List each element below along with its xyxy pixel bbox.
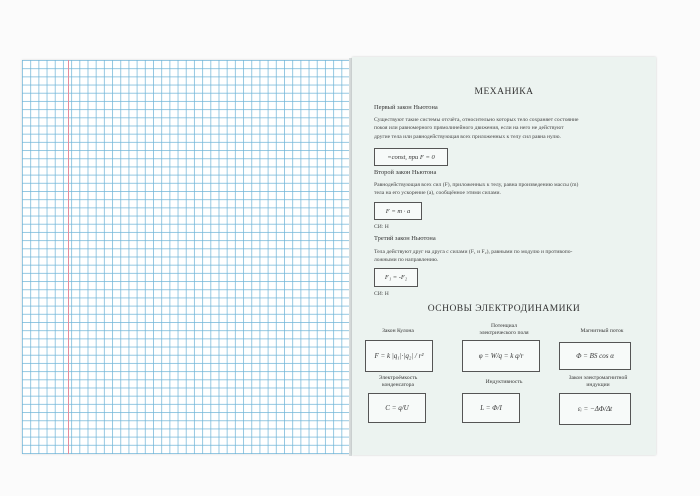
mechanics-title: МЕХАНИКА — [474, 87, 534, 97]
magflux-label: Магнитный поток — [580, 328, 624, 334]
emf-label-line: индукции — [586, 382, 610, 388]
emf-formula — [559, 393, 631, 425]
inductance-formula-text: L = Φ/I — [480, 404, 502, 412]
grid-page — [22, 60, 350, 454]
potential-label — [452, 323, 556, 337]
law1-text-line: Существуют такие системы отсчёта, относительно которых тело сохраняет состояние — [374, 117, 579, 123]
reference-page — [352, 57, 656, 455]
potential-label-line: Потенциал — [491, 323, 517, 329]
capacity-label — [362, 375, 434, 389]
law1-text-line: покоя или равномерного прямолинейного движения, если на него не действуют — [374, 125, 564, 132]
magflux-formula — [559, 342, 631, 370]
law3-formula-text: F₁ = -F₂ — [384, 274, 408, 281]
law3-text-line: Тела действуют друг на друга с силами (F₁ и F₂), равными по модулю и противопо- — [374, 249, 573, 255]
law2-si: СИ: Н — [374, 224, 389, 230]
inductance-formula — [462, 393, 520, 423]
law3-text-line: ложными по направлению. — [374, 257, 439, 264]
coulomb-formula — [365, 340, 433, 372]
coulomb-label: Закон Кулона — [382, 328, 414, 334]
law3-formula — [374, 268, 418, 287]
law2-formula — [374, 202, 422, 220]
potential-label-line: электрического поля — [479, 330, 529, 336]
coulomb-formula-text: F = k |q₁|·|q₂| / r² — [374, 352, 424, 360]
electro-title: ОСНОВЫ ЭЛЕКТРОДИНАМИКИ — [427, 304, 581, 314]
law2-text — [374, 181, 646, 198]
law3-si: СИ: Н — [374, 291, 389, 297]
law1-formula-text: =const, при F = 0 — [387, 153, 435, 161]
law3-title: Третий закон Ньютона — [374, 235, 436, 242]
capacity-label-line: конденсатора — [382, 382, 414, 388]
law1-text-line: другие тела или равнодействующая всех приложенных к телу сил равна нулю. — [374, 133, 561, 140]
law1-title: Первый закон Ньютона — [374, 104, 438, 111]
law1-text — [374, 116, 644, 141]
capacity-label-line: Электроёмкость — [378, 375, 418, 381]
emf-label — [548, 375, 648, 389]
law3-text — [374, 248, 646, 265]
potential-formula — [462, 340, 540, 372]
margin-line — [68, 60, 69, 454]
law2-title: Второй закон Ньютона — [374, 169, 437, 176]
emf-label-line: Закон электромагнитной — [568, 375, 628, 381]
law2-formula-text: F = m · a — [385, 207, 411, 215]
emf-formula-text: εᵢ = −ΔΦ/Δt — [577, 405, 613, 413]
inductance-label: Индуктивность — [485, 379, 523, 385]
law1-formula — [374, 148, 448, 166]
capacity-formula — [368, 393, 426, 423]
law2-text-line: тела на его ускорение (a), сообщённое этими силами. — [374, 190, 501, 197]
capacity-formula-text: C = q/U — [385, 404, 409, 412]
magflux-formula-text: Φ = BS cos α — [576, 352, 614, 360]
law2-text-line: Равнодействующая всех сил (F), приложенных к телу, равна произведению массы (m) — [374, 182, 579, 188]
potential-formula-text: φ = W/q = k q/r — [478, 352, 524, 360]
